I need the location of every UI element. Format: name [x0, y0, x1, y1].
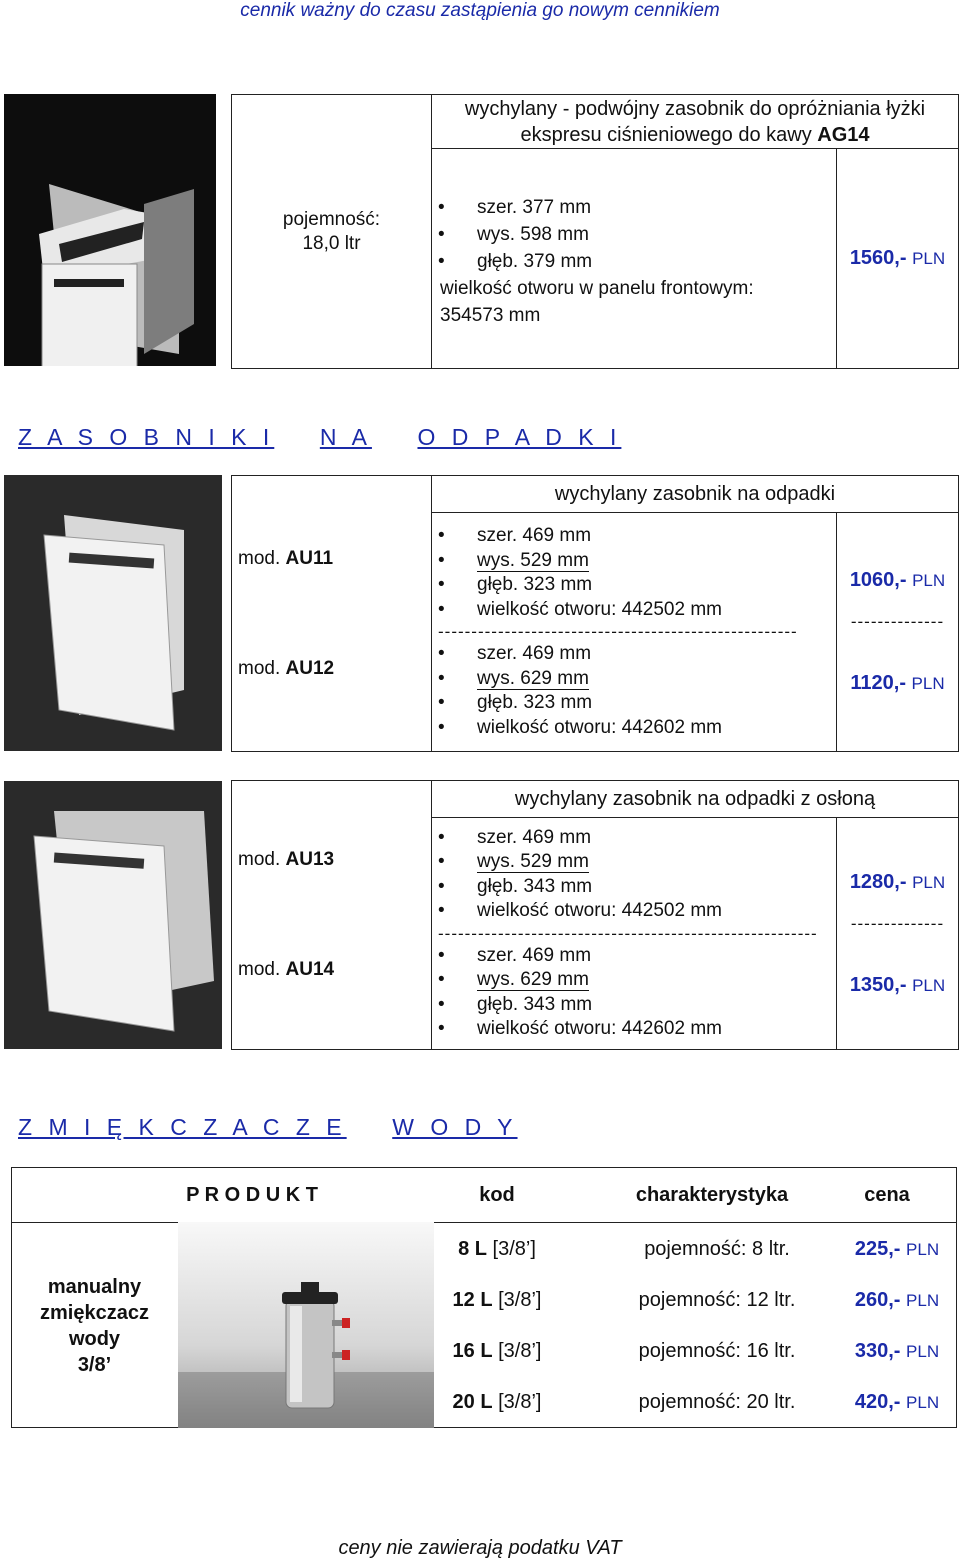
- row-price: [837, 1289, 957, 1312]
- header-characteristics: charakterystyka: [635, 1184, 789, 1206]
- price-currency: PLN: [912, 571, 946, 590]
- spoon-bin-title-line2: ekspresu ciśnieniowego do kawy: [520, 123, 812, 146]
- spoon-bin-price-cell: [837, 149, 959, 369]
- waste-title-word2: N A: [319, 424, 372, 450]
- double-bin-photo: [4, 94, 216, 366]
- code-size: 20 L: [452, 1391, 493, 1413]
- price-value: 1280,-: [849, 870, 907, 893]
- spec-item: [432, 850, 836, 875]
- softener-photo-icon: [178, 1222, 434, 1428]
- waste-bin-title: wychylany zasobnik na odpadki: [432, 476, 959, 513]
- table-row: [437, 1340, 957, 1370]
- price-value: 260,-: [854, 1289, 901, 1311]
- spec-text: wys. 629 mm: [477, 969, 589, 990]
- spoon-bin-title-line1: wychylany - podwójny zasobnik do opróżniania łyżki: [464, 97, 926, 120]
- spoon-bin-specs-cell: [432, 149, 837, 369]
- opening-value: 354573 mm: [440, 305, 541, 326]
- header-code: kod: [479, 1184, 515, 1206]
- spoon-bin-model: AG14: [817, 123, 870, 146]
- model-prefix: mod.: [238, 657, 281, 679]
- row-code: [437, 1340, 557, 1363]
- spoon-bin-specs: [432, 194, 836, 275]
- price-value: 1060,-: [849, 569, 907, 591]
- price-value: 225,-: [854, 1238, 901, 1260]
- waste-bin-price-cell: [837, 513, 959, 752]
- model-code: AU14: [285, 959, 335, 980]
- waste-bin-specs-cell: [432, 513, 837, 752]
- code-thread: [3/8’]: [492, 1238, 536, 1260]
- covered-waste-bin-specs-a: [432, 826, 836, 924]
- model-prefix: mod.: [238, 849, 281, 870]
- price-currency: PLN: [912, 975, 946, 995]
- spec-item: • szer. 469 mm: [432, 944, 836, 969]
- spec-item: • głęb. 343 mm: [432, 993, 836, 1018]
- code-thread: [3/8’]: [498, 1340, 542, 1362]
- price-currency: PLN: [906, 1342, 940, 1361]
- table-row: [437, 1238, 957, 1268]
- spec-item: [432, 549, 836, 574]
- row-desc: pojemność: 16 ltr.: [638, 1340, 796, 1362]
- price-value: 330,-: [854, 1340, 901, 1362]
- spec-item: • głęb. 323 mm: [432, 691, 836, 716]
- row-price: [837, 1391, 957, 1414]
- price-divider: --------------: [850, 913, 945, 933]
- covered-waste-bin-title: wychylany zasobnik na odpadki z osłoną: [432, 781, 959, 818]
- waste-bin-table-1: [231, 475, 959, 752]
- spec-item: • wielkość otworu: 442502 mm: [432, 598, 836, 623]
- spec-item: [432, 667, 836, 692]
- softener-table: [11, 1167, 957, 1428]
- double-bin-photo-icon: [4, 94, 216, 366]
- code-thread: [3/8’]: [498, 1391, 542, 1413]
- spec-item: • głęb. 323 mm: [432, 573, 836, 598]
- spec-text: wys. 529 mm: [477, 851, 589, 872]
- waste-bin-specs-b: [432, 642, 836, 740]
- price-currency: PLN: [912, 872, 946, 892]
- spec-item: • wys. 598 mm: [432, 221, 836, 248]
- code-size: 16 L: [452, 1340, 493, 1362]
- waste-bin-photo: [4, 475, 222, 751]
- row-price: [837, 1238, 957, 1261]
- header-note: cennik ważny do czasu zastąpienia go nowym cennikiem: [240, 0, 720, 21]
- price-b: [837, 672, 958, 695]
- price-a: [837, 871, 958, 894]
- waste-bin-table-2: [231, 780, 959, 1050]
- waste-title-word3: O D P A D K I: [417, 424, 622, 450]
- price-currency: PLN: [911, 674, 945, 693]
- price-currency: PLN: [906, 1240, 940, 1259]
- product-name-line: manualny: [47, 1276, 142, 1298]
- covered-waste-bin-photo: [4, 781, 222, 1049]
- spec-item: • szer. 377 mm: [432, 194, 836, 221]
- model-b: [232, 658, 431, 680]
- capacity-cell: [232, 95, 432, 369]
- model-code: AU11: [285, 547, 334, 569]
- waste-bin-photo-icon: [4, 475, 222, 751]
- covered-waste-bin-specs-cell: [432, 818, 837, 1050]
- model-a: [232, 849, 431, 871]
- softener-header-row: [12, 1168, 956, 1223]
- spec-item: • szer. 469 mm: [432, 642, 836, 667]
- code-size: 12 L: [452, 1289, 493, 1311]
- softener-title-word1: Z M I Ę K C Z A C Z E: [18, 1114, 347, 1140]
- softener-section-title: [18, 1114, 518, 1141]
- price-value: 1120,-: [850, 672, 906, 694]
- price-a: [837, 569, 958, 592]
- spec-item: [432, 968, 836, 993]
- spec-item: • wielkość otworu: 442502 mm: [432, 899, 836, 924]
- price-currency: PLN: [912, 249, 946, 268]
- header-product: P R O D U K T: [186, 1184, 318, 1206]
- price-b: [837, 974, 958, 997]
- capacity-label: pojemność:: [282, 208, 381, 230]
- spec-item: • głęb. 343 mm: [432, 875, 836, 900]
- model-code: AU12: [285, 657, 335, 679]
- model-code: AU13: [285, 849, 335, 870]
- spec-divider: ------------------------------------------------------: [438, 622, 798, 641]
- row-price: [837, 1340, 957, 1363]
- row-code: [437, 1289, 557, 1312]
- spoon-bin-table: [231, 94, 959, 369]
- price-value: 1560,-: [849, 247, 907, 269]
- product-name-line: zmiękczacz: [40, 1302, 149, 1324]
- row-desc: pojemność: 20 ltr.: [638, 1391, 796, 1413]
- price-divider: --------------: [850, 612, 945, 631]
- price-currency: PLN: [906, 1291, 940, 1310]
- price-value: 1350,-: [849, 973, 907, 996]
- row-desc: pojemność: 12 ltr.: [638, 1289, 796, 1311]
- spoon-bin-title-cell: [432, 95, 959, 149]
- product-name-line: wody: [68, 1328, 121, 1350]
- spec-item: • szer. 469 mm: [432, 826, 836, 851]
- header-price: cena: [864, 1184, 910, 1206]
- softener-title-word2: W O D Y: [392, 1114, 518, 1140]
- footer-note: ceny nie zawierają podatku VAT: [338, 1537, 622, 1559]
- spec-item: • wielkość otworu: 442602 mm: [432, 716, 836, 741]
- model-cell: [232, 781, 432, 1050]
- code-thread: [3/8’]: [498, 1289, 542, 1311]
- spec-divider: ---------------------------------------------------------: [438, 923, 818, 943]
- spec-text: wys. 629 mm: [477, 667, 589, 689]
- model-prefix: mod.: [238, 959, 281, 980]
- price-currency: PLN: [906, 1393, 940, 1412]
- softener-product-name: [22, 1274, 167, 1378]
- spec-item: • wielkość otworu: 442602 mm: [432, 1017, 836, 1042]
- spec-item: • głęb. 379 mm: [432, 248, 836, 275]
- spec-text: wys. 529 mm: [477, 549, 589, 571]
- softener-photo: [178, 1222, 434, 1428]
- spec-item: • szer. 469 mm: [432, 524, 836, 549]
- covered-waste-bin-price-cell: [837, 818, 959, 1050]
- row-code: [437, 1391, 557, 1414]
- covered-waste-bin-specs-b: [432, 944, 836, 1042]
- product-name-line: 3/8’: [77, 1354, 112, 1376]
- price-value: 420,-: [854, 1391, 901, 1413]
- model-b: [232, 959, 431, 981]
- table-row: [437, 1289, 957, 1319]
- capacity-value: 18,0 ltr: [302, 232, 361, 254]
- model-a: [232, 548, 431, 570]
- covered-waste-bin-photo-icon: [4, 781, 222, 1049]
- waste-title-word1: Z A S O B N I K I: [18, 424, 275, 450]
- opening-label: wielkość otworu w panelu frontowym:: [440, 278, 754, 299]
- row-desc: pojemność: 8 ltr.: [644, 1238, 790, 1260]
- code-size: 8 L: [458, 1238, 487, 1260]
- waste-bin-specs-a: [432, 524, 836, 622]
- row-code: [437, 1238, 557, 1261]
- model-cell: [232, 476, 432, 752]
- model-prefix: mod.: [238, 547, 281, 569]
- table-row: [437, 1391, 957, 1421]
- waste-section-title: [18, 424, 621, 451]
